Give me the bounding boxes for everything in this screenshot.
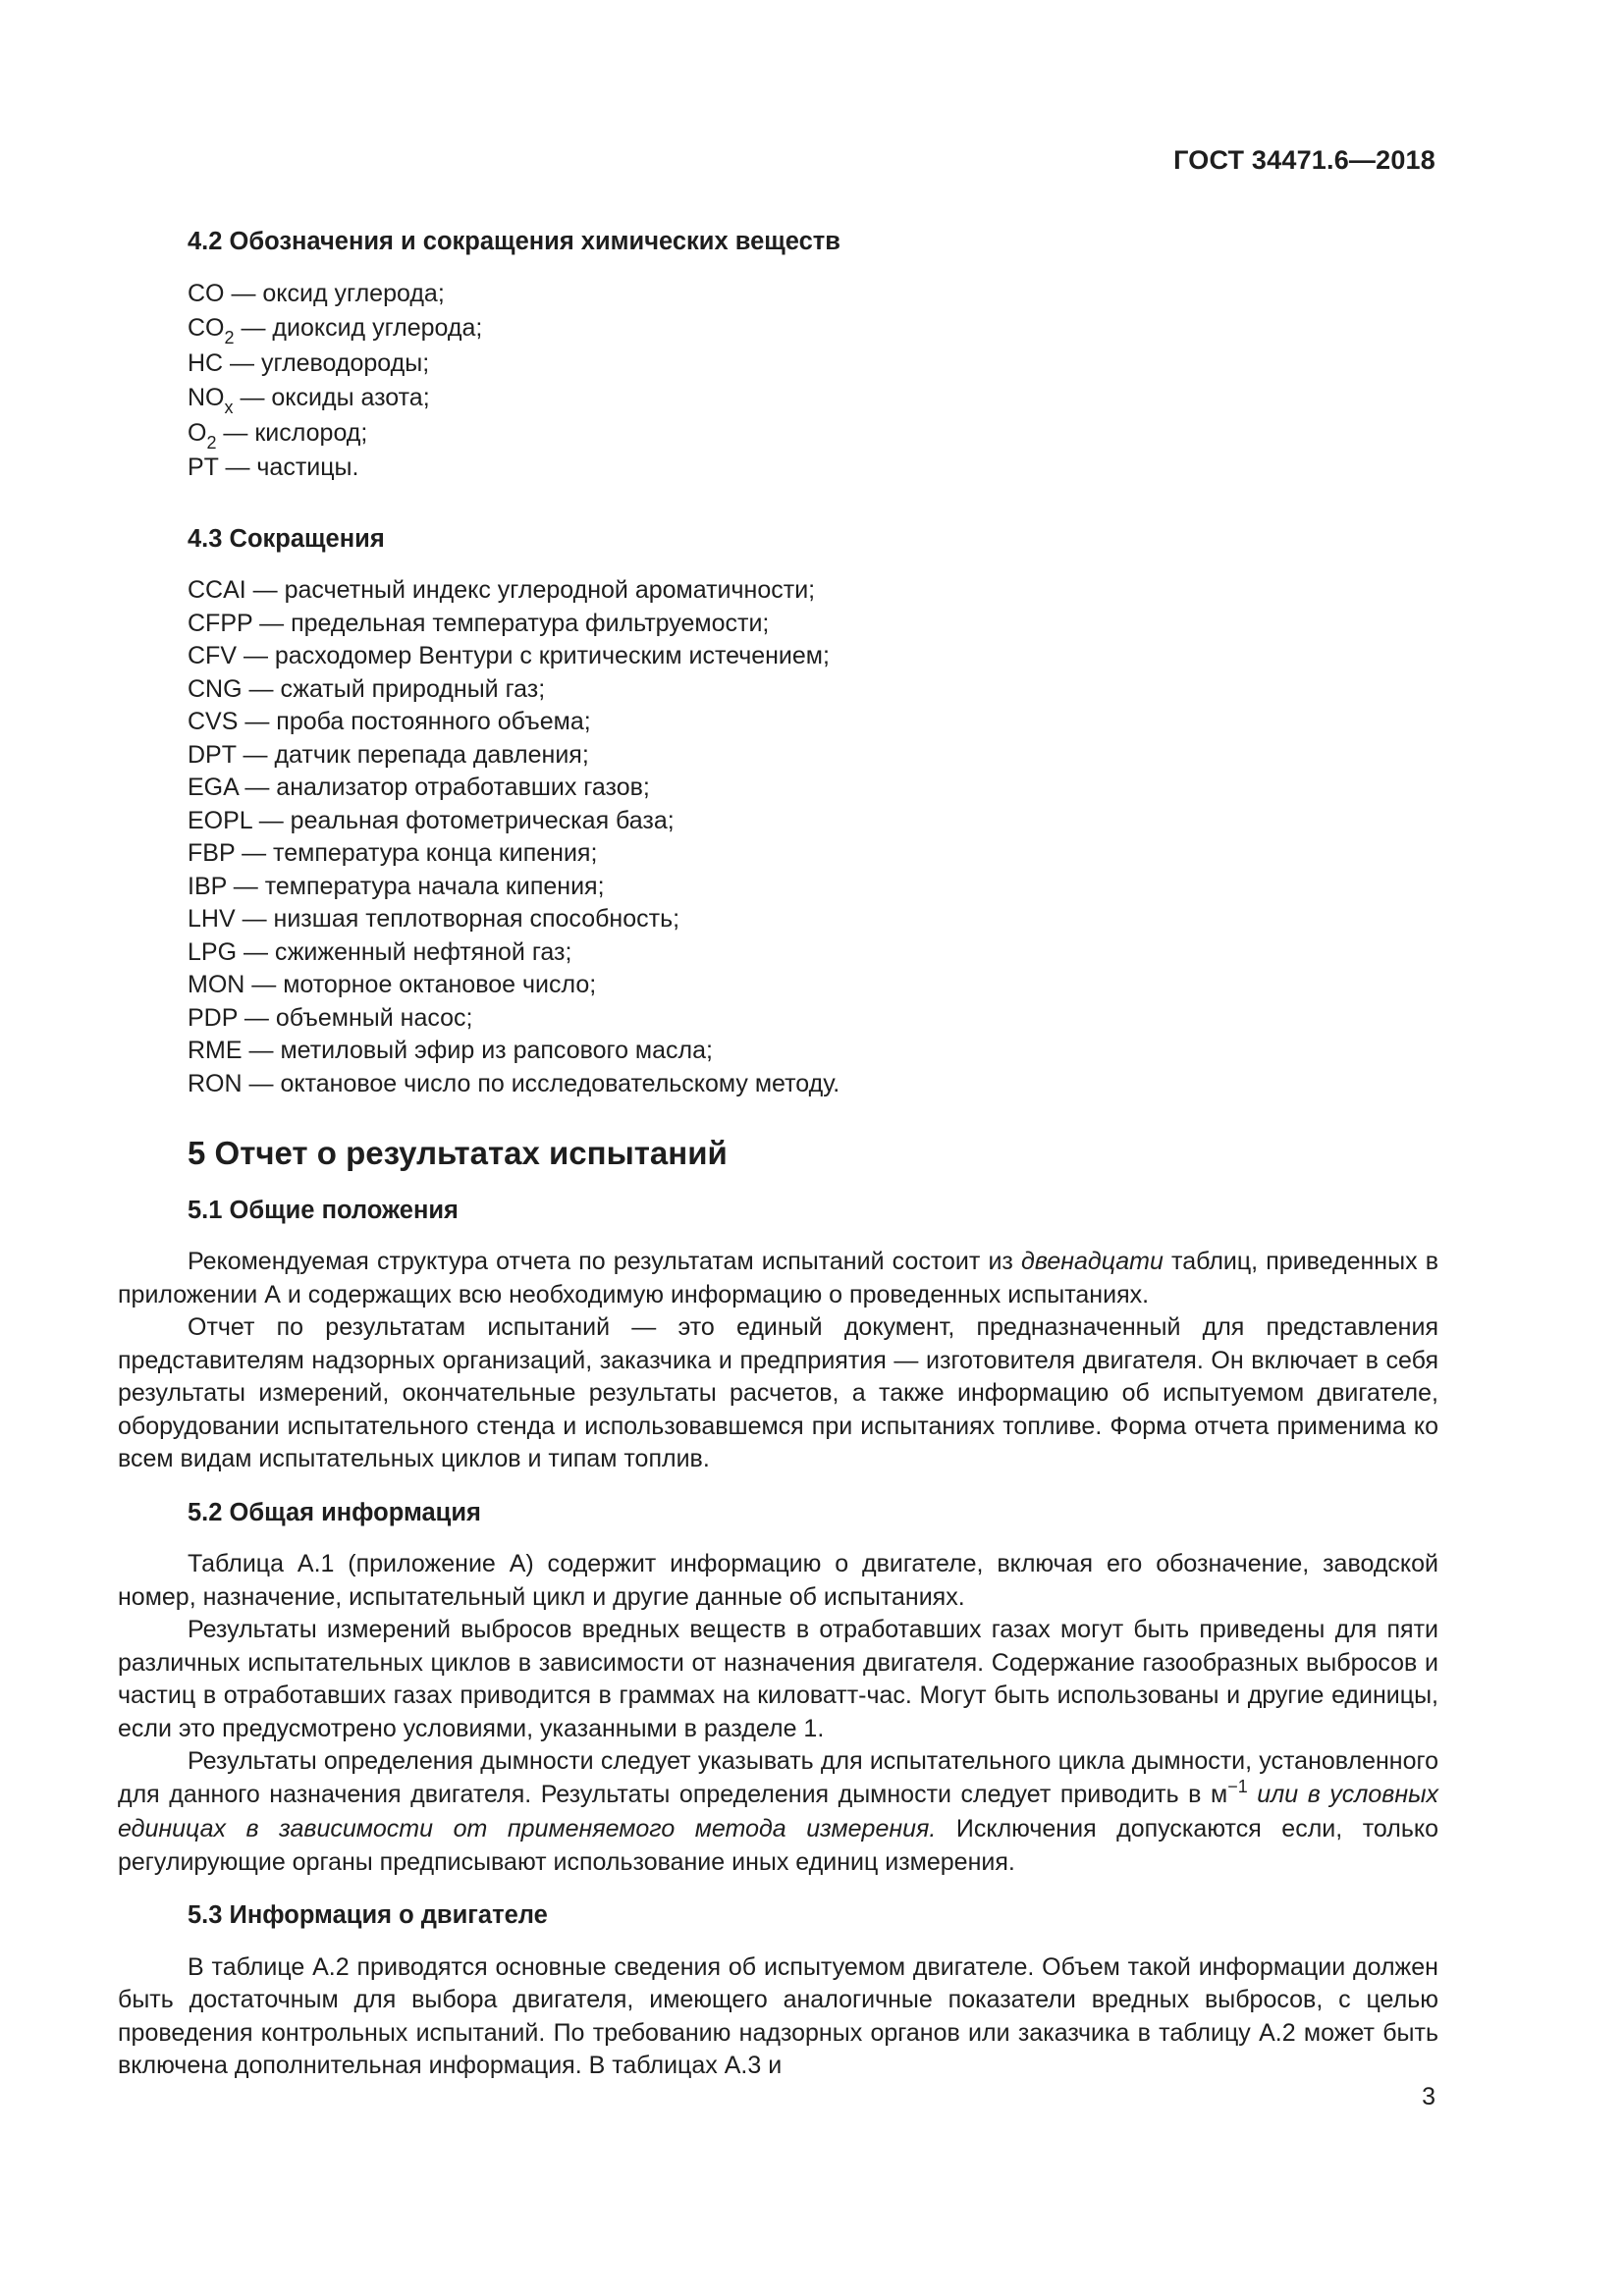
paragraph: Отчет по результатам испытаний — это единый документ, предназначенный для представления представителям надзорных организаций, заказчика и предприятия — изготовителя двигателя. Он включает в себя результаты измерений, окончательные результаты расчетов, а также информацию об испытуемом двигателе, оборудовании испытательного стенда и использовавшемся при испытаниях топливе. Форма отчета применима ко всем видам испытательных циклов и типам топлив. <box>118 1313 1438 1472</box>
list-item: MON — моторное октановое число; <box>188 971 597 998</box>
heading-4-3: 4.3 Сокращения <box>188 524 385 553</box>
chemical-abbreviations-list <box>188 278 1438 487</box>
paragraph: Таблица А.1 (приложение А) содержит информацию о двигателе, включая его обозначение, заводской номер, назначение, испытательный цикл и другие данные об испытаниях. <box>118 1550 1438 1611</box>
list-item: PDP — объемный насос; <box>188 1003 473 1032</box>
list-item: CCAI — расчетный индекс углеродной ароматичности; <box>188 576 816 604</box>
document-number: ГОСТ 34471.6—2018 <box>1173 145 1435 175</box>
list-item: PT — частицы. <box>188 454 359 481</box>
list-item: IBP — температура начала кипения; <box>188 872 605 900</box>
section-5-title: 5 Отчет о результатах испытаний <box>188 1135 728 1171</box>
list-item: CNG — сжатый природный газ; <box>188 674 546 703</box>
list-item: $CO_2$ — диоксид углерода; <box>188 314 483 347</box>
list-item: $O_2$ — кислород; <box>188 418 368 453</box>
paragraph: Результаты определения дымности следует указывать для испытательного цикла дымности, установленного для данного назначения двигателя. Результаты определения дымности следует приводить в $м^{-1}$ или в условных единицах в зависимости от применяемого метода измерения. Исключения допускаются если, только регулирующие органы предписывают использование иных единиц измерения. <box>118 1747 1439 1876</box>
list-item: LPG — сжиженный нефтяной газ; <box>188 937 572 966</box>
heading-5-1: 5.1 Общие положения <box>188 1196 459 1224</box>
list-item: EOPL — реальная фотометрическая база; <box>188 806 675 834</box>
list-item: RME — метиловый эфир из рапсового масла; <box>188 1037 713 1064</box>
page-number: 3 <box>1422 2083 1435 2110</box>
paragraph: Рекомендуемая структура отчета по результатам испытаний состоит из двенадцати таблиц, приведенных в приложении А и содержащих всю необходимую информацию о проведенных испытаниях. <box>118 1248 1438 1308</box>
list-item: $NO_x$ — оксиды азота; <box>188 384 430 417</box>
paragraph: Результаты измерений выбросов вредных веществ в отработавших газах могут быть приведены для пяти различных испытательных циклов в зависимости от назначения двигателя. Содержание газообразных выбросов и частиц в отработавших газах приводится в граммах на киловатт-час. Могут быть использованы и другие единицы, если это предусмотрено условиями, указанными в разделе 1. <box>118 1616 1438 1742</box>
heading-5-2: 5.2 Общая информация <box>188 1498 481 1526</box>
paragraph: В таблице А.2 приводятся основные сведения об испытуемом двигателе. Объем такой информации должен быть достаточным для выбора двигателя, имеющего аналогичные показатели вредных выбросов, с целью проведения контрольных испытаний. По требованию надзорных органов или заказчика в таблицу А.2 может быть включена дополнительная информация. В таблицах А.3 и <box>118 1952 1438 2079</box>
page-body <box>118 226 1438 2083</box>
list-item: CFV — расходомер Вентури с критическим истечением; <box>188 642 830 669</box>
list-item: CO — оксид углерода; <box>188 279 445 307</box>
list-item: EGA — анализатор отработавших газов; <box>188 774 650 801</box>
heading-4-2: 4.2 Обозначения и сокращения химических веществ <box>188 228 840 255</box>
list-item: RON — октановое число по исследовательскому методу. <box>188 1069 840 1097</box>
list-item: LHV — низшая теплотворная способность; <box>188 905 680 933</box>
list-item: FBP — температура конца кипения; <box>188 839 598 867</box>
abbreviations-list <box>188 574 1438 1100</box>
list-item: DPT — датчик перепада давления; <box>188 740 589 769</box>
heading-5-3: 5.3 Информация о двигателе <box>188 1901 548 1929</box>
list-item: CFPP — предельная температура фильтруемости; <box>188 609 770 637</box>
list-item: CVS — проба постоянного объема; <box>188 708 591 735</box>
list-item: HC — углеводороды; <box>188 348 430 377</box>
